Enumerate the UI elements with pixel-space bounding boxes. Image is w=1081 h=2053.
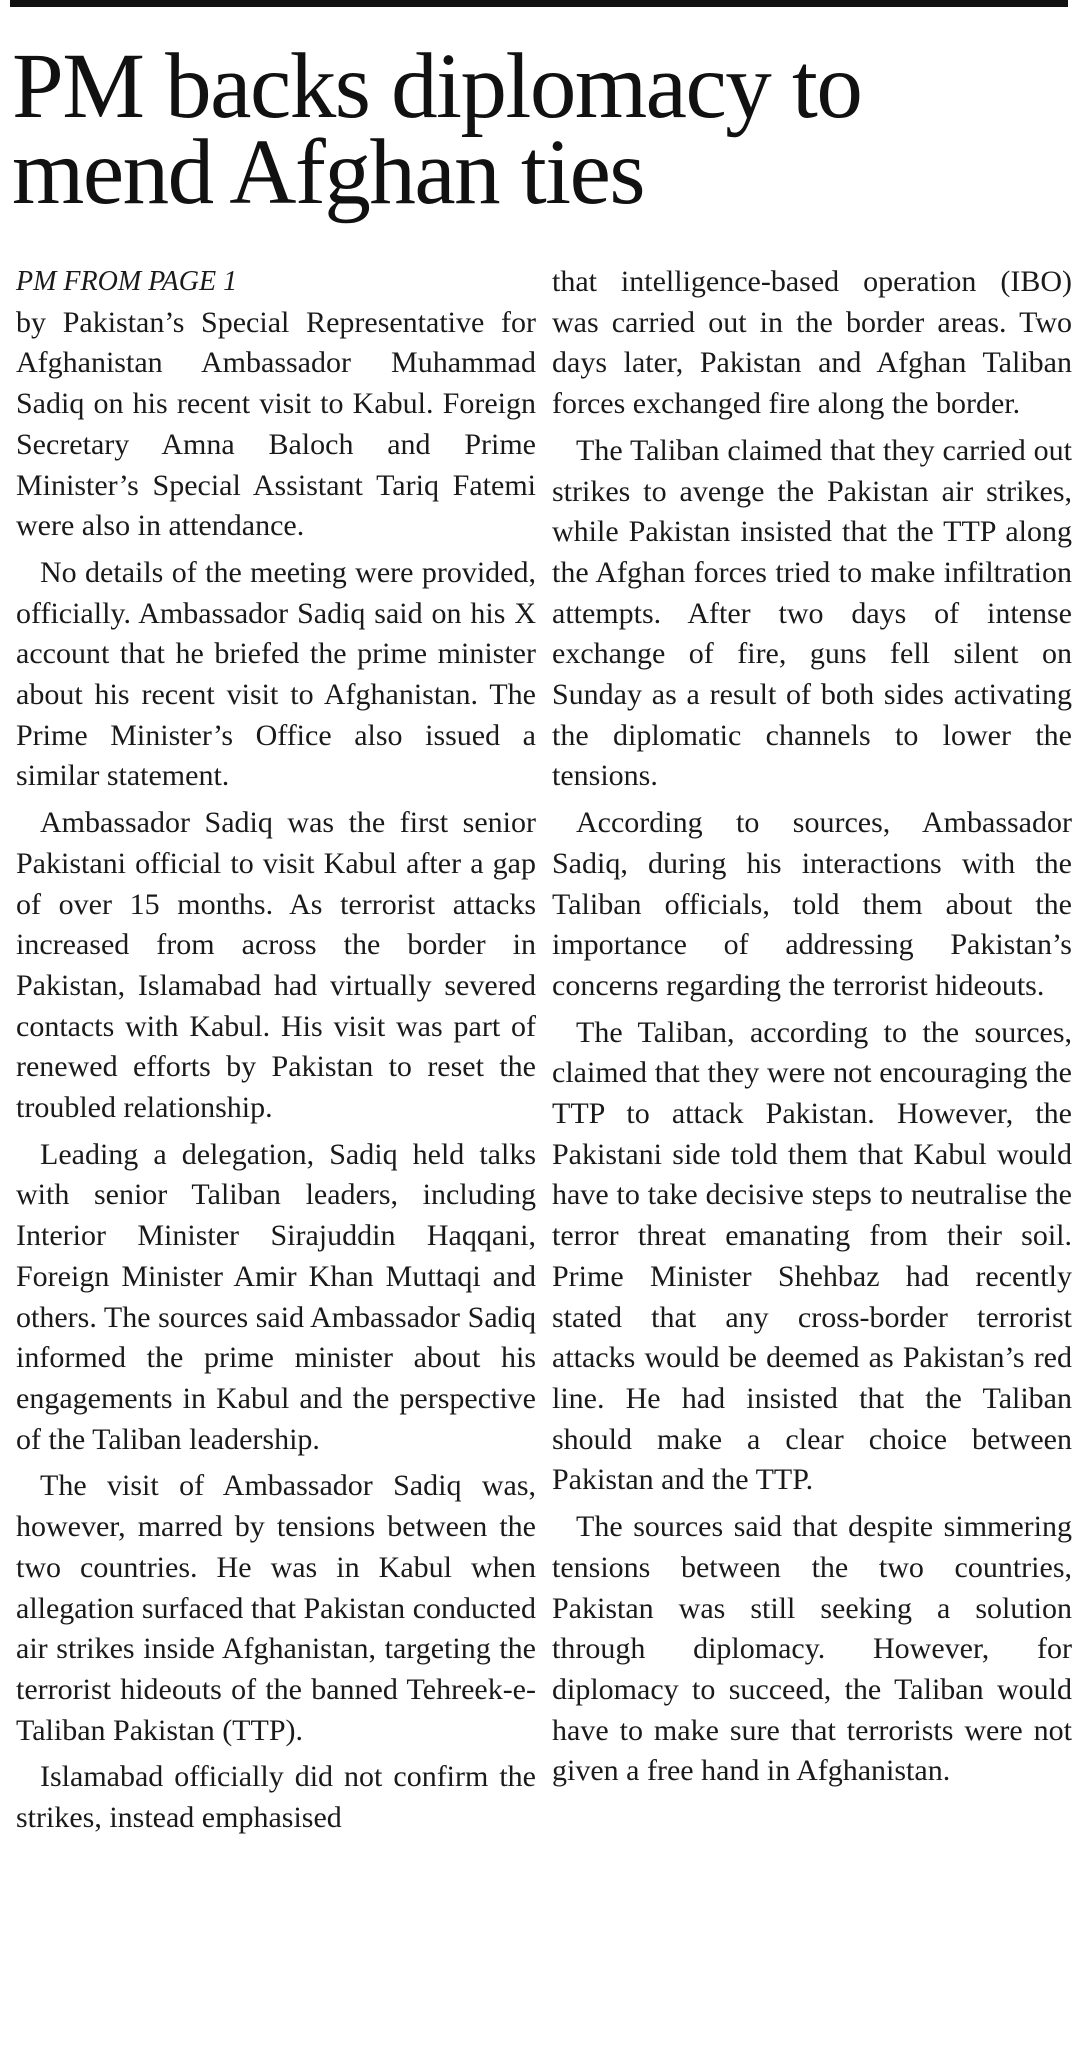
headline: PM backs diplomacy to mend Afghan ties (12, 35, 862, 224)
paragraph: Leading a delegation, Sadiq held talks with senior Taliban leaders, including Interior Minister Sirajuddin Haqqani, Foreign Minister Amir Khan Muttaqi and others. The sources said Ambassador Sadiq informed the prime minister about his engagements in Kabul and the perspective of the Taliban leadership. (16, 1137, 536, 1456)
paragraph: The Taliban, according to the sources, claimed that they were not encouraging the TTP to attack Pakistan. However, the Pakistani side told them that Kabul would have to take decisive steps to neutralise the terror threat emanating from their soil. Prime Minister Shehbaz had recently stated that any cross-border terrorist attacks would be deemed as Pakistan’s red line. He had insisted that the Taliban should make a clear choice between Pakistan and the TTP. (552, 1015, 1072, 1497)
paragraph: The visit of Ambassador Sadiq was, however, marred by tensions between the two countries. He was in Kabul when allegation surfaced that Pakistan conducted air strikes inside Afghanistan, targeting the terrorist hideouts of the banned Tehreek-e-Taliban Pakistan (TTP). (16, 1469, 536, 1747)
right-column (552, 262, 1072, 1798)
paragraph: Islamabad officially did not confirm the strikes, instead emphasised (16, 1760, 536, 1835)
paragraph: According to sources, Ambassador Sadiq, during his interactions with the Taliban officials, told them about the importance of addressing Pakistan’s concerns regarding the terrorist hideouts. (552, 806, 1072, 1002)
paragraph-text: by Pakistan’s Special Representative for Afghanistan Ambassador Muhammad Sadiq on his recent visit to Kabul. Foreign Secretary Amna Baloch and Prime Minister’s Special Assistant Tariq Fatemi were also in attendance. (16, 305, 536, 543)
left-column (16, 262, 536, 1845)
paragraph: The Taliban claimed that they carried out strikes to avenge the Pakistan air strikes, while Pakistan insisted that the TTP along the Afghan forces tried to make infiltration attempts. After two days of intense exchange of fire, guns fell silent on Sunday as a result of both sides activating the diplomatic channels to lower the tensions. (552, 433, 1072, 793)
kicker: PM FROM PAGE 1 (16, 266, 238, 297)
paragraph: Ambassador Sadiq was the first senior Pakistani official to visit Kabul after a gap of over 15 months. As terrorist attacks increased from across the border in Pakistan, Islamabad had virtually severed contacts with Kabul. His visit was part of renewed efforts by Pakistan to reset the troubled relationship. (16, 806, 536, 1125)
paragraph: that intelligence-based operation (IBO) was carried out in the border areas. Two days later, Pakistan and Afghan Taliban forces exchanged fire along the border. (552, 265, 1072, 421)
top-rule (10, 0, 1068, 7)
paragraph (16, 262, 536, 547)
paragraph: No details of the meeting were provided, officially. Ambassador Sadiq said on his X account that he briefed the prime minister about his recent visit to Afghanistan. The Prime Minister’s Office also issued a similar statement. (16, 555, 536, 793)
paragraph: The sources said that despite simmering tensions between the two countries, Pakistan was still seeking a solution through diplomacy. However, for diplomacy to succeed, the Taliban would have to make sure that terrorists were not given a free hand in Afghanistan. (552, 1510, 1072, 1788)
